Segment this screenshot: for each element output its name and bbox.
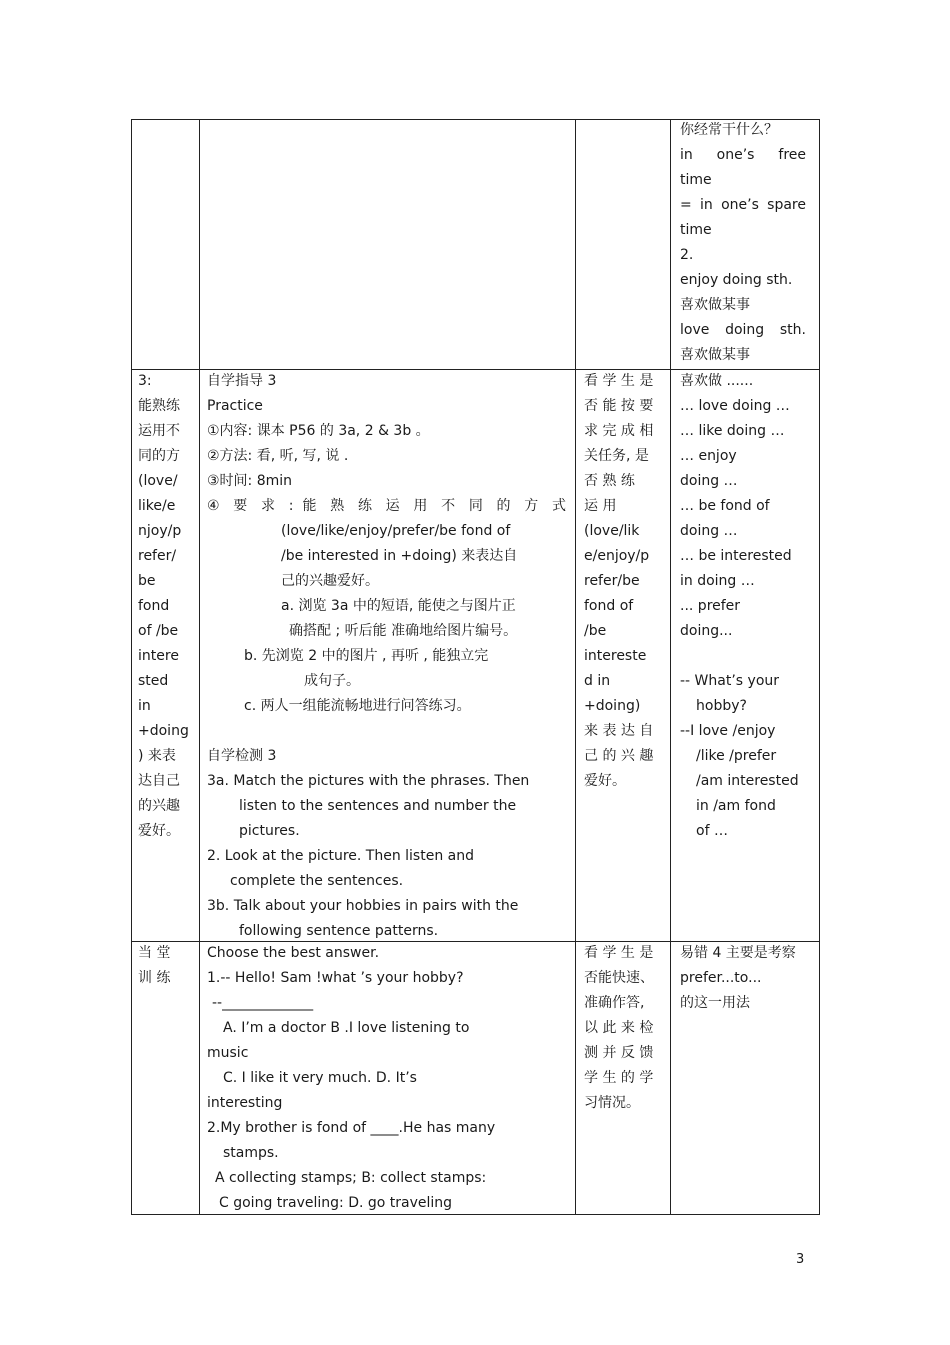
note-line: ... prefer bbox=[680, 598, 741, 614]
note-line: 喜欢做 ...... bbox=[680, 373, 754, 389]
note-line: … like doing … bbox=[680, 423, 785, 439]
row2-evaluation-cell bbox=[584, 369, 664, 794]
evaluation-line: 己 的 兴 趣 bbox=[584, 748, 654, 764]
evaluation-line: 爱好。 bbox=[584, 773, 626, 789]
evaluation-line: e/enjoy/p bbox=[584, 548, 650, 564]
content-line: ②方法: 看, 听, 写, 说 . bbox=[207, 448, 349, 464]
evaluation-line: 准确作答, bbox=[584, 995, 645, 1011]
evaluation-line: (love/lik bbox=[584, 523, 640, 539]
stage-line: fond bbox=[138, 598, 170, 614]
evaluation-line: 否 熟 练 bbox=[584, 473, 635, 489]
note-line: doing … bbox=[680, 523, 738, 539]
note-line: time bbox=[680, 222, 712, 238]
stage-line: 达自己 bbox=[138, 773, 180, 789]
content-line: music bbox=[207, 1045, 249, 1061]
note-line: 你经常干什么？ bbox=[680, 122, 778, 138]
stage-line: in bbox=[138, 698, 151, 714]
content-line: ③时间: 8min bbox=[207, 473, 293, 489]
note-line: doing … bbox=[680, 473, 738, 489]
content-line: /be interested in +doing) 来表达自 bbox=[281, 548, 518, 564]
lesson-plan-table bbox=[131, 119, 820, 1215]
row2-stage-cell bbox=[138, 369, 188, 844]
note-line: -- What’s your bbox=[680, 673, 780, 689]
evaluation-line: 否 能 按 要 bbox=[584, 398, 654, 414]
content-line: complete the sentences. bbox=[230, 873, 404, 889]
note-line: doing... bbox=[680, 623, 733, 639]
content-line: 3b. Talk about your hobbies in pairs with the bbox=[207, 898, 519, 914]
note-line: in doing … bbox=[680, 573, 755, 589]
content-line: Choose the best answer. bbox=[207, 945, 380, 961]
note-line: … be interested bbox=[680, 548, 792, 564]
content-line: ①内容: 课本 P56 的 3a, 2 & 3b 。 bbox=[207, 423, 430, 439]
evaluation-line: 测 并 反 馈 bbox=[584, 1045, 654, 1061]
row3-evaluation-cell bbox=[584, 941, 664, 1116]
stage-line: of /be bbox=[138, 623, 179, 639]
note-line: in /am fond bbox=[696, 798, 776, 814]
note-line: time bbox=[680, 172, 712, 188]
stage-line: intere bbox=[138, 648, 179, 664]
evaluation-line: 否能快速、 bbox=[584, 970, 654, 986]
stage-line: (love/ bbox=[138, 473, 178, 489]
content-line: ④ 要 求 : 能 熟 练 运 用 不 同 的 方 式 bbox=[207, 498, 566, 514]
stage-line: be bbox=[138, 573, 156, 589]
content-line bbox=[207, 719, 566, 744]
stage-line: +doing bbox=[138, 723, 189, 739]
evaluation-line: d in bbox=[584, 673, 611, 689]
note-line: enjoy doing sth. bbox=[680, 272, 793, 288]
evaluation-line: +doing) bbox=[584, 698, 641, 714]
content-line: A collecting stamps; B: collect stamps: bbox=[215, 1170, 487, 1186]
stage-line: refer/ bbox=[138, 548, 177, 564]
note-line: 的这一用法 bbox=[680, 995, 750, 1011]
stage-line: ) 来表 bbox=[138, 748, 176, 764]
column-divider bbox=[670, 120, 671, 1214]
content-line: 自学指导 3 bbox=[207, 373, 277, 389]
content-line: (love/like/enjoy/prefer/be fond of bbox=[281, 523, 511, 539]
stage-line: njoy/p bbox=[138, 523, 182, 539]
evaluation-line: intereste bbox=[584, 648, 647, 664]
note-line: of … bbox=[696, 823, 728, 839]
evaluation-line: 习情况。 bbox=[584, 1095, 640, 1111]
content-line: following sentence patterns. bbox=[239, 923, 439, 939]
row2-content-cell bbox=[207, 369, 566, 944]
evaluation-line: 以 此 来 检 bbox=[584, 1020, 654, 1036]
content-line: 2.My brother is fond of ____.He has many bbox=[207, 1120, 496, 1136]
content-line: C going traveling: D. go traveling bbox=[219, 1195, 453, 1211]
evaluation-line: 看 学 生 是 bbox=[584, 373, 654, 389]
content-line: 1.-- Hello! Sam !what ’s your hobby? bbox=[207, 970, 464, 986]
row1-evaluation-cell bbox=[575, 120, 670, 369]
evaluation-line: 看 学 生 是 bbox=[584, 945, 654, 961]
note-line: 2. bbox=[680, 247, 694, 263]
content-line: listen to the sentences and number the bbox=[239, 798, 517, 814]
evaluation-line: 来 表 达 自 bbox=[584, 723, 654, 739]
content-line: Practice bbox=[207, 398, 263, 414]
row3-notes-cell bbox=[680, 941, 810, 1016]
content-line: pictures. bbox=[239, 823, 300, 839]
content-line: 自学检测 3 bbox=[207, 748, 277, 764]
content-line: C. I like it very much. D. It’s bbox=[223, 1070, 417, 1086]
content-line: stamps. bbox=[223, 1145, 279, 1161]
stage-line: 训 练 bbox=[138, 970, 171, 986]
note-line bbox=[680, 644, 810, 669]
row1-notes-cell bbox=[680, 118, 806, 368]
stage-line: 3: bbox=[138, 373, 152, 389]
content-line: 确搭配 ; 听后能 准确地给图片编号。 bbox=[289, 623, 518, 639]
stage-line: 的兴趣 bbox=[138, 798, 180, 814]
stage-line: 运用不 bbox=[138, 423, 180, 439]
note-line: = in one’s spare bbox=[680, 197, 806, 213]
content-line: a. 浏览 3a 中的短语, 能使之与图片正 bbox=[281, 598, 516, 614]
note-line: 喜欢做某事 bbox=[680, 297, 750, 313]
content-line: 2. Look at the picture. Then listen and bbox=[207, 848, 474, 864]
row3-stage-cell bbox=[138, 941, 188, 991]
page-number: 3 bbox=[796, 1252, 805, 1267]
stage-line: 同的方 bbox=[138, 448, 180, 464]
evaluation-line: 求 完 成 相 bbox=[584, 423, 654, 439]
evaluation-line: fond of bbox=[584, 598, 634, 614]
evaluation-line: 关任务, 是 bbox=[584, 448, 649, 464]
note-line: --I love /enjoy bbox=[680, 723, 776, 739]
note-line: hobby? bbox=[696, 698, 747, 714]
note-line: /am interested bbox=[696, 773, 799, 789]
content-line: interesting bbox=[207, 1095, 283, 1111]
content-line: A. I’m a doctor B .I love listening to bbox=[223, 1020, 470, 1036]
note-line: 易错 4 主要是考察 bbox=[680, 945, 796, 961]
row2-notes-cell bbox=[680, 369, 810, 844]
content-line: c. 两人一组能流畅地进行问答练习。 bbox=[244, 698, 471, 714]
evaluation-line: /be bbox=[584, 623, 607, 639]
note-line: love doing sth. bbox=[680, 322, 806, 338]
stage-line: 爱好。 bbox=[138, 823, 180, 839]
evaluation-line: refer/be bbox=[584, 573, 640, 589]
note-line: in one’s free bbox=[680, 147, 806, 163]
stage-line: sted bbox=[138, 673, 169, 689]
note-line: … love doing … bbox=[680, 398, 790, 414]
stage-line: like/e bbox=[138, 498, 176, 514]
evaluation-line: 学 生 的 学 bbox=[584, 1070, 654, 1086]
content-line: --_____________ bbox=[212, 995, 314, 1011]
content-line: 己的兴趣爱好。 bbox=[281, 573, 379, 589]
content-line: 成句子。 bbox=[304, 673, 360, 689]
stage-line: 当 堂 bbox=[138, 945, 171, 961]
stage-line: 能熟练 bbox=[138, 398, 180, 414]
content-line: 3a. Match the pictures with the phrases. Then bbox=[207, 773, 530, 789]
note-line: /like /prefer bbox=[696, 748, 777, 764]
content-line: b. 先浏览 2 中的图片 , 再听 , 能独立完 bbox=[244, 648, 489, 664]
row3-content-cell bbox=[207, 941, 566, 1216]
note-line: … be fond of bbox=[680, 498, 770, 514]
row1-content-cell bbox=[199, 120, 575, 369]
evaluation-line: 运 用 bbox=[584, 498, 617, 514]
note-line: … enjoy bbox=[680, 448, 737, 464]
note-line: 喜欢做某事 bbox=[680, 347, 750, 363]
note-line: prefer...to... bbox=[680, 970, 762, 986]
